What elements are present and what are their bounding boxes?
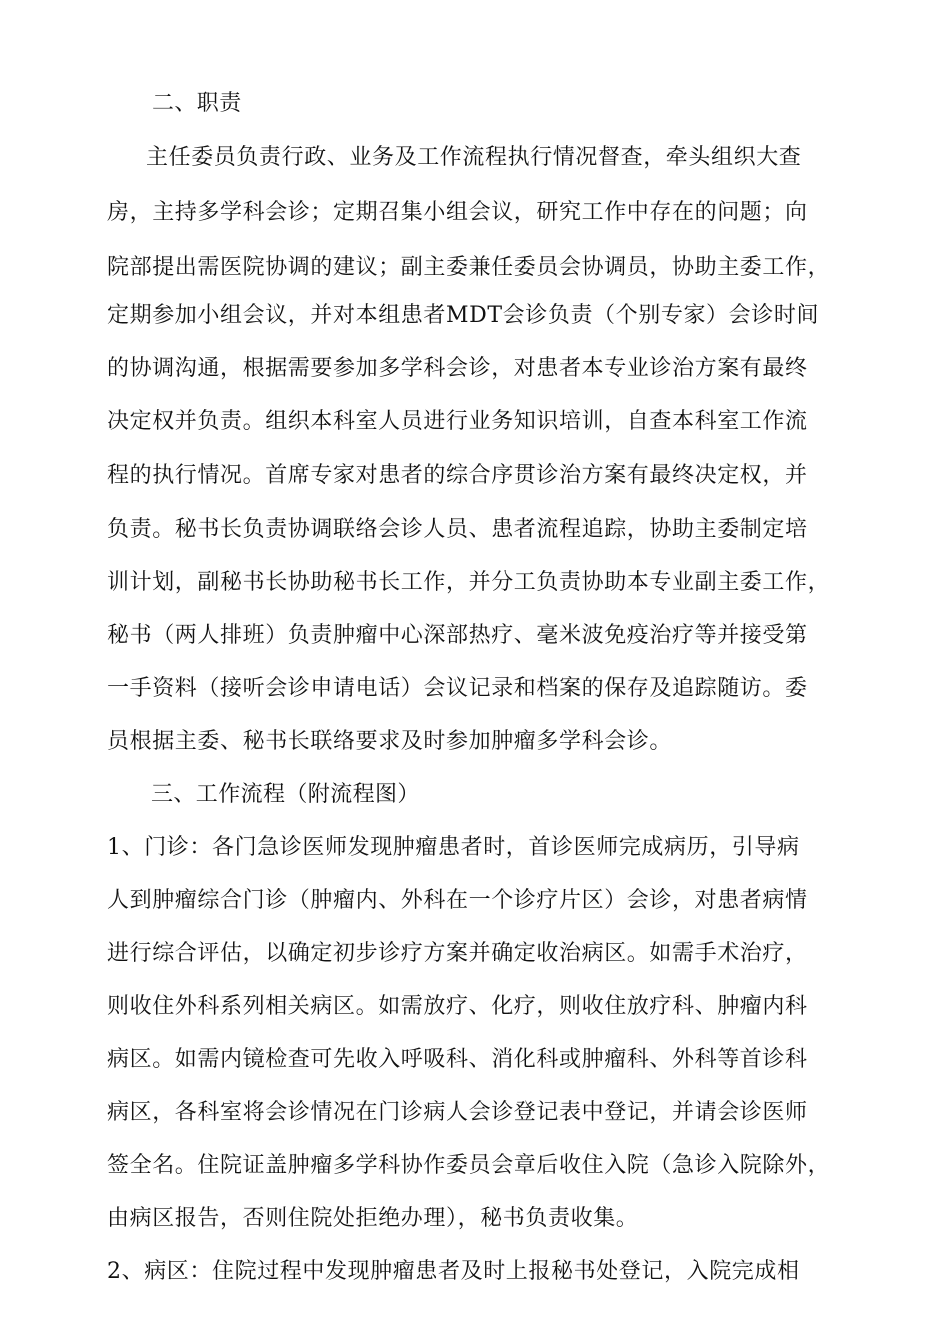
- paragraph-line: 2、病区：住院过程中发现肿瘤患者及时上报秘书处登记，入院完成相: [107, 1259, 800, 1284]
- section-heading-duties: 二、职责: [152, 91, 242, 116]
- section-heading-workflow: 三、工作流程（附流程图）: [151, 782, 420, 807]
- paragraph-line: 病区，各科室将会诊情况在门诊病人会诊登记表中登记，并请会诊医师: [107, 1100, 808, 1125]
- paragraph-line: 定期参加小组会议，并对本组患者MDT会诊负责（个别专家）会诊时间: [107, 303, 820, 328]
- paragraph-line: 1、门诊：各门急诊医师发现肿瘤患者时，首诊医师完成病历，引导病: [107, 835, 800, 860]
- paragraph-line: 秘书（两人排班）负责肿瘤中心深部热疗、毫米波免疫治疗等并接受第: [107, 623, 808, 648]
- paragraph-line: 一手资料（接听会诊申请电话）会议记录和档案的保存及追踪随访。委: [107, 676, 808, 701]
- paragraph-line: 主任委员负责行政、业务及工作流程执行情况督查，牵头组织大查: [146, 145, 802, 170]
- paragraph-line: 员根据主委、秘书长联络要求及时参加肿瘤多学科会诊。: [107, 729, 673, 754]
- paragraph-line: 院部提出需医院协调的建议；副主委兼任委员会协调员，协助主委工作，: [107, 255, 831, 280]
- paragraph-line: 人到肿瘤综合门诊（肿瘤内、外科在一个诊疗片区）会诊，对患者病情: [107, 888, 808, 913]
- paragraph-line: 签全名。住院证盖肿瘤多学科协作委员会章后收住入院（急诊入院除外，: [107, 1153, 831, 1178]
- paragraph-line: 进行综合评估，以确定初步诊疗方案并确定收治病区。如需手术治疗，: [107, 941, 808, 966]
- paragraph-line: 程的执行情况。首席专家对患者的综合序贯诊治方案有最终决定权，并: [107, 463, 808, 488]
- paragraph-line: 病区。如需内镜检查可先收入呼吸科、消化科或肿瘤科、外科等首诊科: [107, 1047, 808, 1072]
- paragraph-line: 决定权并负责。组织本科室人员进行业务知识培训，自查本科室工作流: [107, 409, 808, 434]
- paragraph-line: 的协调沟通，根据需要参加多学科会诊，对患者本专业诊治方案有最终: [107, 356, 808, 381]
- paragraph-line: 则收住外科系列相关病区。如需放疗、化疗，则收住放疗科、肿瘤内科: [107, 994, 808, 1019]
- paragraph-line: 房，主持多学科会诊；定期召集小组会议，研究工作中存在的问题；向: [107, 200, 808, 225]
- paragraph-line: 由病区报告，否则住院处拒绝办理），秘书负责收集。: [107, 1206, 639, 1231]
- paragraph-line: 负责。秘书长负责协调联络会诊人员、患者流程追踪，协助主委制定培: [107, 517, 808, 542]
- paragraph-line: 训计划，副秘书长协助秘书长工作，并分工负责协助本专业副主委工作，: [107, 570, 831, 595]
